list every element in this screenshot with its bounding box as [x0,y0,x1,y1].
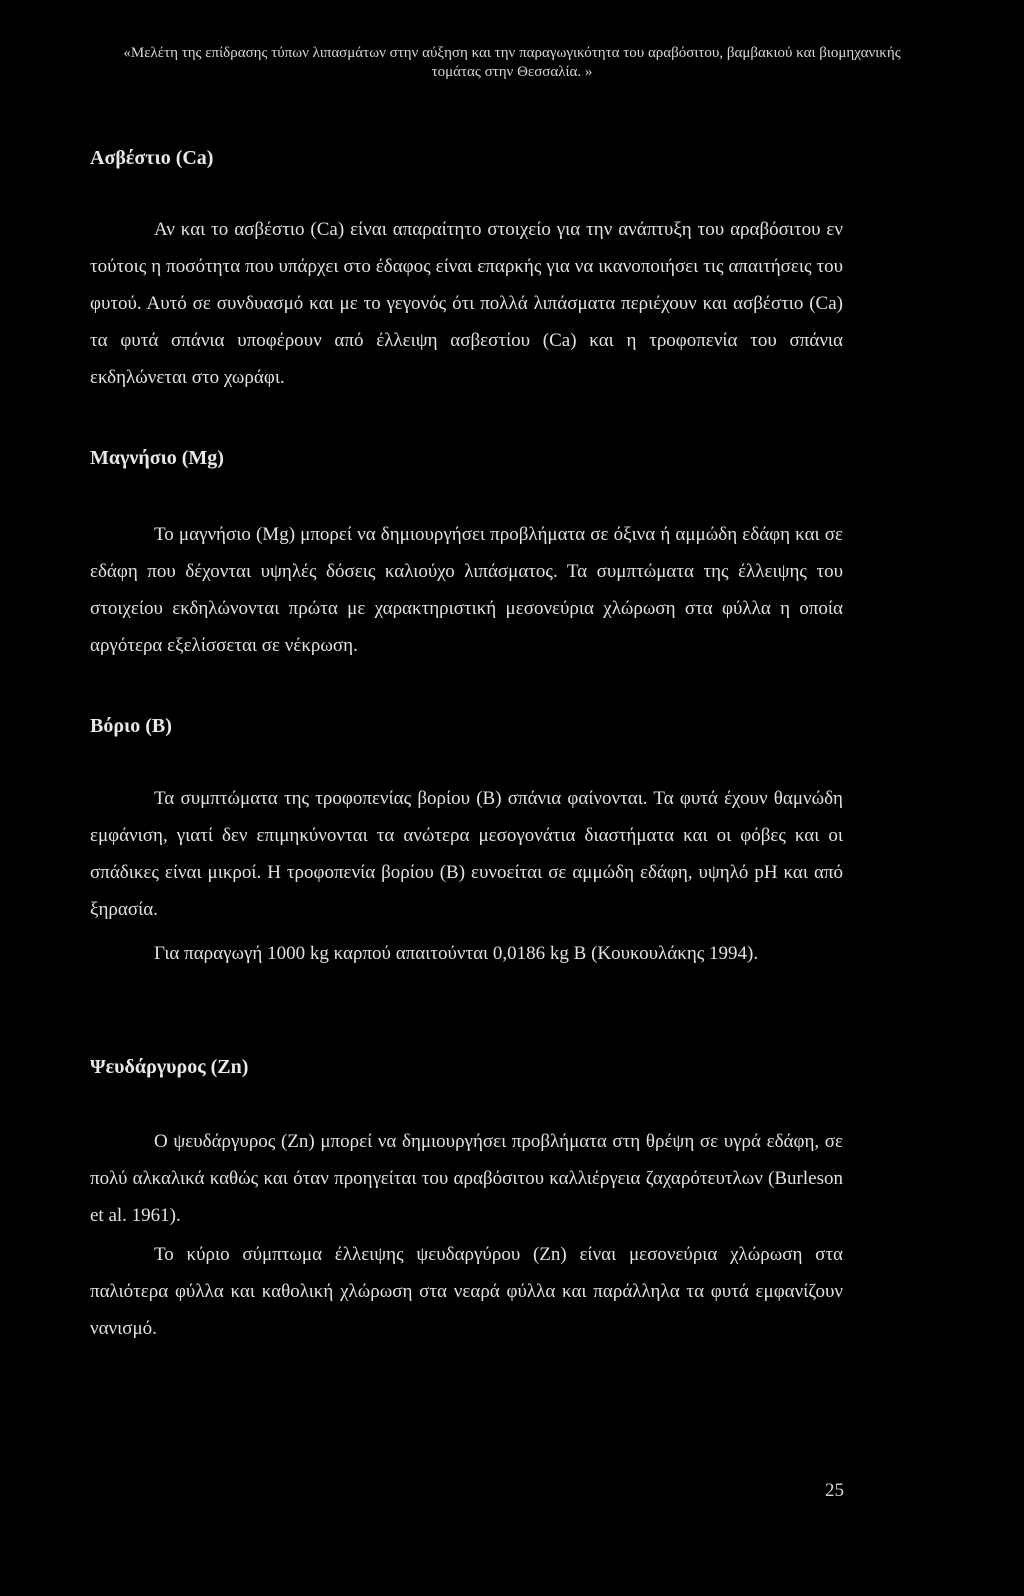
running-header-line-1: «Μελέτη της επίδρασης τύπων λιπασμάτων στην αύξηση και την παραγωγικότητα του αραβόσιτου, βαμβακιού και βιομηχανικής [123,45,901,61]
section-heading-zinc: Ψευδάργυρος (Zn) [90,1056,249,1078]
section-heading-calcium: Ασβέστιο (Ca) [90,147,214,169]
section-heading-magnesium: Μαγνήσιο (Mg) [90,447,224,469]
page-number: 25 [825,1480,844,1501]
paragraph-calcium: Αν και το ασβέστιο (Ca) είναι απαραίτητο στοιχείο για την ανάπτυξη του αραβόσιτου εν τούτοις η ποσότητα που υπάρχει στο έδαφος είναι επαρκής για να ικανοποιήσει τις απαιτήσεις του φυτού. Αυτό σε συνδυασμό και με το γεγονός ότι πολλά λιπάσματα περιέχουν και ασβέστιο (Ca) τα φυτά σπάνια υποφέρουν από έλλειψη ασβεστίου (Ca) και η τροφοπενία του σπάνια εκδηλώνεται στο χωράφι. [90,219,843,388]
paragraph-zinc-problems: Ο ψευδάργυρος (Zn) μπορεί να δημιουργήσει προβλήματα στη θρέψη σε υγρά εδάφη, σε πολύ αλκαλικά καθώς και όταν προηγείται του αραβόσιτου καλλιέργεια ζαχαρότευτλων (Burleson et al. 1961). [90,1131,843,1226]
paragraph-boron-symptoms: Τα συμπτώματα της τροφοπενίας βορίου (B) σπάνια φαίνονται. Τα φυτά έχουν θαμνώδη εμφάνιση, γιατί δεν επιμηκύνονται τα ανώτερα μεσογονάτια διαστήματα και οι φόβες και οι σπάδικες είναι μικροί. Η τροφοπενία βορίου (B) ευνοείται σε αμμώδη εδάφη, υψηλό pH και από ξηρασία. [90,788,843,920]
paragraph-boron-requirement: Για παραγωγή 1000 kg καρπού απαιτούνται 0,0186 kg B (Κουκουλάκης 1994). [154,943,759,964]
running-header [60,44,964,82]
section-heading-boron: Βόριο (B) [90,715,172,737]
paragraph-magnesium: Το μαγνήσιο (Mg) μπορεί να δημιουργήσει προβλήματα σε όξινα ή αμμώδη εδάφη και σε εδάφη που δέχονται υψηλές δόσεις καλιούχο λιπάσματος. Τα συμπτώματα της έλλειψης του στοιχείου εκδηλώνονται πρώτα με χαρακτηριστική μεσονεύρια χλώρωση στα φύλλα η οποία αργότερα εξελίσσεται σε νέκρωση. [90,524,843,656]
paragraph-zinc-symptoms: Το κύριο σύμπτωμα έλλειψης ψευδαργύρου (Zn) είναι μεσονεύρια χλώρωση στα παλιότερα φύλλα και καθολική χλώρωση στα νεαρά φύλλα και παράλληλα τα φυτά εμφανίζουν νανισμό. [90,1244,843,1339]
running-header-line-2: τομάτας στην Θεσσαλία. » [431,64,593,80]
